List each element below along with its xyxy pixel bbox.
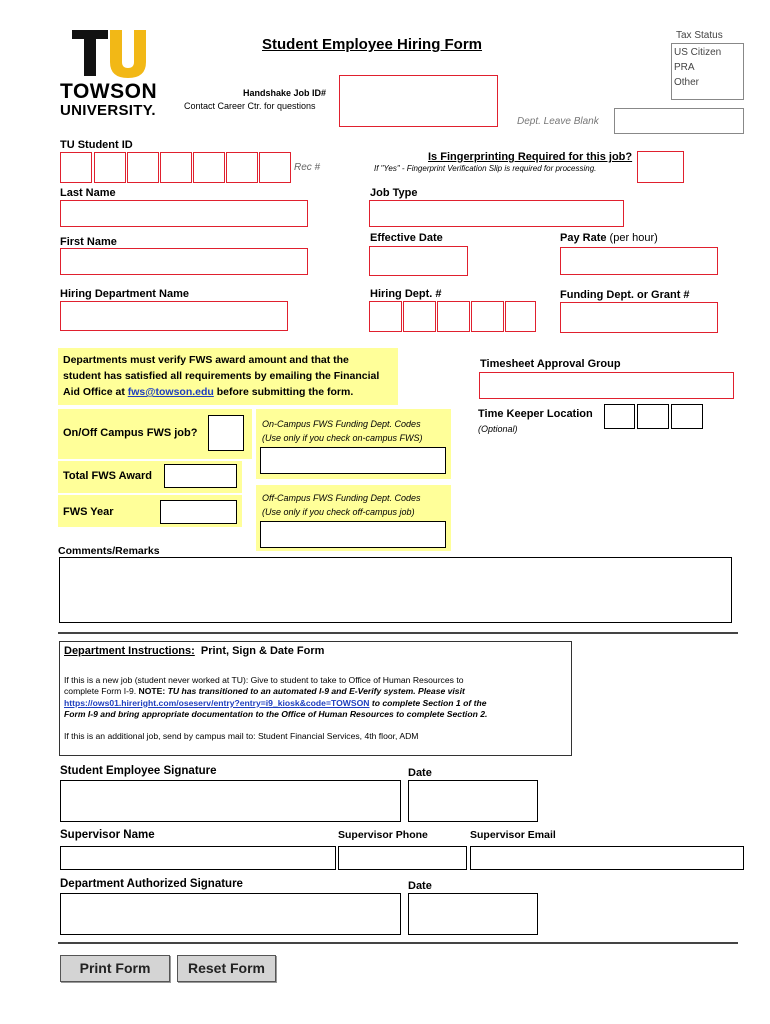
- hiring-dept-digit-3[interactable]: [437, 301, 470, 332]
- fingerprint-label: Is Fingerprinting Required for this job?: [428, 151, 633, 163]
- on-campus-codes-section: [256, 409, 451, 479]
- student-id-digit-2[interactable]: [94, 152, 126, 183]
- off-campus-codes-note: (Use only if you check off-campus job): [262, 507, 415, 517]
- time-keeper-digit-3[interactable]: [671, 404, 703, 429]
- instructions-line-1: If this is a new job (student never worked at TU): Give to student to take to Office of Human Resources to: [64, 675, 464, 685]
- instructions-line-2: [64, 686, 487, 697]
- effective-date-label: Effective Date: [370, 232, 443, 244]
- pay-rate-unit: (per hour): [609, 232, 658, 244]
- tax-option-us-citizen[interactable]: US Citizen: [674, 47, 722, 58]
- funding-dept-label: Funding Dept. or Grant #: [560, 289, 690, 301]
- reset-form-button[interactable]: Reset Form: [177, 955, 276, 982]
- i9-kiosk-link[interactable]: https://ows01.hireright.com/oseserv/entry?entry=i9_kiosk&code=TOWSON: [64, 697, 370, 708]
- supervisor-email-input[interactable]: [470, 846, 744, 870]
- off-campus-codes-label: Off-Campus FWS Funding Dept. Codes: [262, 493, 421, 503]
- dept-date-input[interactable]: [408, 893, 538, 935]
- on-off-campus-label: On/Off Campus FWS job?: [63, 427, 198, 439]
- on-campus-codes-note: (Use only if you check on-campus FWS): [262, 433, 423, 443]
- fingerprint-input[interactable]: [637, 151, 684, 183]
- supervisor-phone-label: Supervisor Phone: [338, 829, 428, 841]
- comments-textarea[interactable]: [59, 557, 732, 623]
- logo-name: TOWSON: [60, 80, 158, 103]
- on-campus-codes-input[interactable]: [260, 447, 446, 474]
- instructions-title-rest: Print, Sign & Date Form: [200, 645, 325, 657]
- job-type-input[interactable]: [369, 200, 624, 227]
- fws-notice-line-2: student has satisfied all requirements by emailing the Financial: [63, 370, 380, 382]
- logo-subtitle: UNIVERSITY.: [60, 102, 156, 119]
- instructions-line-4-text: Form I-9 and bring appropriate documentation to the Office of Human Resources to complete Section 2.: [64, 708, 488, 719]
- tu-logo-mark: [72, 30, 152, 78]
- fws-email-link[interactable]: fws@towson.edu: [127, 386, 214, 398]
- towson-logo: [60, 30, 170, 120]
- instructions-line-5: If this is an additional job, send by campus mail to: Student Financial Services, 4th floor, ADM: [64, 731, 419, 742]
- instructions-line-3-rest: to complete Section 1 of the: [369, 697, 487, 708]
- instructions-line-3: [64, 698, 487, 709]
- total-fws-section: [58, 461, 242, 493]
- effective-date-input[interactable]: [369, 246, 468, 276]
- funding-dept-input[interactable]: [560, 302, 718, 333]
- student-id-digit-1[interactable]: [60, 152, 92, 183]
- fws-year-label: FWS Year: [63, 506, 114, 518]
- hiring-dept-num-label: Hiring Dept. #: [370, 288, 442, 300]
- instructions-line-2-italic: TU has transitioned to an automated I-9 and E-Verify system. Please visit: [167, 686, 465, 697]
- timesheet-approval-label: Timesheet Approval Group: [480, 358, 621, 370]
- time-keeper-optional: (Optional): [478, 424, 518, 434]
- tax-status-title: Tax Status: [676, 30, 723, 41]
- handshake-job-id-input[interactable]: [339, 75, 498, 127]
- student-date-input[interactable]: [408, 780, 538, 822]
- student-signature-input[interactable]: [60, 780, 401, 822]
- time-keeper-digit-2[interactable]: [637, 404, 669, 429]
- instructions-body: [64, 675, 487, 742]
- fws-notice-line-1: Departments must verify FWS award amount and that the: [63, 354, 349, 366]
- on-off-campus-input[interactable]: [208, 415, 244, 451]
- fws-notice-text-b: before submitting the form.: [213, 386, 354, 398]
- supervisor-email-label: Supervisor Email: [470, 829, 556, 841]
- job-type-label: Job Type: [370, 187, 418, 199]
- supervisor-phone-input[interactable]: [338, 846, 467, 870]
- dept-leave-blank-label: Dept. Leave Blank: [517, 116, 599, 127]
- first-name-input[interactable]: [60, 248, 308, 275]
- student-id-digit-6[interactable]: [226, 152, 258, 183]
- instructions-title: Department Instructions:: [64, 645, 195, 657]
- pay-rate-input[interactable]: [560, 247, 718, 275]
- hiring-dept-name-input[interactable]: [60, 301, 288, 331]
- fws-notice-text-a: Aid Office at: [63, 386, 128, 398]
- page-title: Student Employee Hiring Form: [262, 36, 483, 53]
- student-id-digit-5[interactable]: [193, 152, 225, 183]
- student-id-digit-7[interactable]: [259, 152, 291, 183]
- department-instructions-box: [59, 641, 572, 756]
- comments-label: Comments/Remarks: [58, 545, 160, 557]
- dept-use-input[interactable]: [614, 108, 744, 134]
- total-fws-award-input[interactable]: [164, 464, 237, 488]
- hiring-dept-name-label: Hiring Department Name: [60, 288, 189, 300]
- on-off-campus-section: [58, 409, 252, 459]
- instructions-note: NOTE:: [138, 686, 168, 697]
- last-name-label: Last Name: [60, 187, 116, 199]
- pay-rate-label: [560, 232, 658, 244]
- instructions-title-row: [64, 645, 324, 657]
- hiring-dept-digit-5[interactable]: [505, 301, 536, 332]
- tax-option-other[interactable]: Other: [674, 77, 700, 88]
- handshake-sub: Contact Career Ctr. for questions: [184, 101, 316, 111]
- dept-signature-input[interactable]: [60, 893, 401, 935]
- last-name-input[interactable]: [60, 200, 308, 227]
- section-divider-2: [58, 942, 738, 944]
- hiring-dept-digit-4[interactable]: [471, 301, 504, 332]
- fws-year-input[interactable]: [160, 500, 237, 524]
- instructions-line-2-plain: complete Form I-9.: [64, 686, 139, 697]
- print-form-button[interactable]: Print Form: [60, 955, 170, 982]
- instructions-line-4: [64, 709, 487, 720]
- tax-option-pra[interactable]: PRA: [674, 62, 695, 73]
- fws-notice: [58, 348, 398, 405]
- student-signature-label: Student Employee Signature: [60, 765, 217, 777]
- time-keeper-digit-1[interactable]: [604, 404, 635, 429]
- timesheet-approval-input[interactable]: [479, 372, 734, 399]
- off-campus-codes-section: [256, 485, 451, 551]
- total-fws-award-label: Total FWS Award: [63, 470, 153, 482]
- student-id-digit-4[interactable]: [160, 152, 192, 183]
- fws-year-section: [58, 495, 242, 527]
- off-campus-codes-input[interactable]: [260, 521, 446, 548]
- time-keeper-label: Time Keeper Location: [478, 408, 593, 420]
- supervisor-name-label: Supervisor Name: [60, 829, 155, 841]
- fingerprint-note: If "Yes" - Fingerprint Verification Slip is required for processing.: [374, 164, 597, 173]
- hiring-dept-digit-2[interactable]: [403, 301, 436, 332]
- dept-signature-label: Department Authorized Signature: [60, 878, 243, 890]
- supervisor-name-input[interactable]: [60, 846, 336, 870]
- on-campus-codes-label: On-Campus FWS Funding Dept. Codes: [262, 419, 421, 429]
- student-id-digit-3[interactable]: [127, 152, 159, 183]
- tu-student-id-label: TU Student ID: [60, 139, 133, 151]
- rec-label: Rec #: [294, 162, 321, 173]
- handshake-label: Handshake Job ID#: [243, 88, 327, 98]
- pay-rate-text: Pay Rate: [560, 232, 607, 244]
- tax-status-box[interactable]: [671, 43, 744, 100]
- fws-notice-line-3: [63, 386, 353, 398]
- section-divider-1: [58, 632, 738, 634]
- date-label-2: Date: [408, 880, 432, 892]
- date-label-1: Date: [408, 767, 432, 779]
- hiring-dept-digit-1[interactable]: [369, 301, 402, 332]
- first-name-label: First Name: [60, 236, 117, 248]
